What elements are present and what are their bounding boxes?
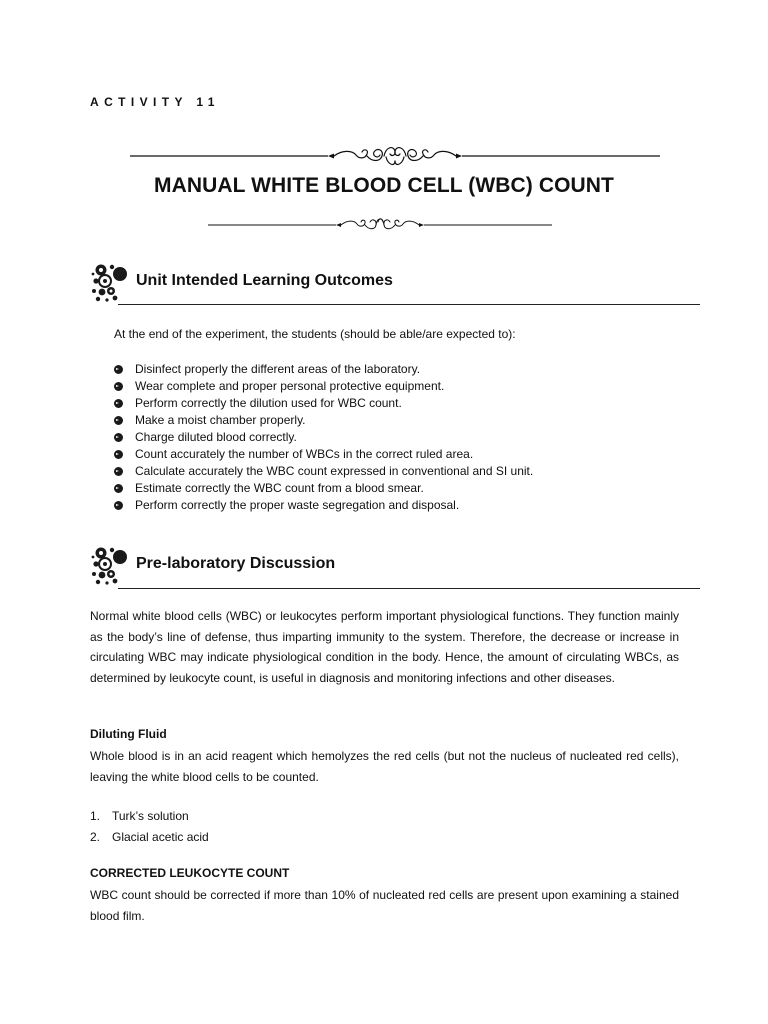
arrow-bullet-icon	[114, 450, 123, 459]
section-heading-outcomes: Unit Intended Learning Outcomes	[136, 272, 393, 289]
flourish-divider-icon	[206, 214, 554, 236]
list-item-text: Calculate accurately the WBC count expressed in conventional and SI unit.	[135, 464, 534, 478]
arrow-bullet-icon	[114, 416, 123, 425]
list-item	[114, 463, 533, 480]
list-item	[114, 361, 533, 378]
list-item-text: Estimate correctly the WBC count from a blood smear.	[135, 481, 424, 495]
arrow-bullet-icon	[114, 484, 123, 493]
list-item-text: Make a moist chamber properly.	[135, 413, 306, 427]
page-title: MANUAL WHITE BLOOD CELL (WBC) COUNT	[153, 174, 614, 197]
prelab-paragraph: Normal white blood cells (WBC) or leukocytes perform important physiological functions. They function mainly as the body’s line of defense, thus imparting immunity to the system. Therefore, the decrease or increase in circulating WBC may indicate physiological condition in the body. Hence, the amount of circulating WBCs, as determined by leukocyte count, is useful in diagnosis and monitoring infections and other diseases.	[90, 609, 679, 685]
outcomes-list	[114, 361, 533, 514]
outcomes-intro: At the end of the experiment, the students (should be able/are expected to):	[114, 327, 516, 341]
diluting-fluid-heading: Diluting Fluid	[90, 727, 167, 741]
list-item	[90, 808, 209, 829]
list-item-text: Disinfect properly the different areas of the laboratory.	[135, 362, 421, 376]
diluting-fluid-list	[90, 808, 209, 850]
list-item-text: Charge diluted blood correctly.	[135, 430, 297, 444]
dotted-circles-icon	[88, 543, 132, 587]
list-item-number: 2.	[90, 830, 101, 844]
list-item	[114, 446, 533, 463]
arrow-bullet-icon	[114, 433, 123, 442]
list-item-text: Wear complete and proper personal protective equipment.	[135, 379, 445, 393]
activity-label: ACTIVITY 11	[90, 95, 220, 109]
flourish-divider-icon	[128, 143, 662, 169]
list-item	[114, 497, 533, 514]
arrow-bullet-icon	[114, 467, 123, 476]
list-item	[114, 395, 533, 412]
section-divider	[118, 588, 700, 589]
arrow-bullet-icon	[114, 365, 123, 374]
list-item-text: Turk’s solution	[112, 809, 189, 823]
list-item-number: 1.	[90, 809, 101, 823]
section-divider	[118, 304, 700, 305]
list-item-text: Glacial acetic acid	[112, 830, 209, 844]
dotted-circles-icon	[88, 260, 132, 304]
list-item	[114, 378, 533, 395]
corrected-count-heading: CORRECTED LEUKOCYTE COUNT	[90, 866, 290, 880]
corrected-count-text: WBC count should be corrected if more than 10% of nucleated red cells are present upon examining a stained blood film.	[90, 888, 679, 923]
list-item-text: Perform correctly the dilution used for WBC count.	[135, 396, 402, 410]
list-item	[114, 480, 533, 497]
list-item-text: Perform correctly the proper waste segregation and disposal.	[135, 498, 460, 512]
arrow-bullet-icon	[114, 501, 123, 510]
arrow-bullet-icon	[114, 399, 123, 408]
list-item-text: Count accurately the number of WBCs in the correct ruled area.	[135, 447, 474, 461]
section-heading-prelab: Pre-laboratory Discussion	[136, 555, 336, 572]
arrow-bullet-icon	[114, 382, 123, 391]
list-item	[114, 429, 533, 446]
list-item	[90, 829, 209, 850]
list-item	[114, 412, 533, 429]
diluting-fluid-text: Whole blood is in an acid reagent which hemolyzes the red cells (but not the nucleus of nucleated red cells), leaving the white blood cells to be counted.	[90, 749, 679, 784]
